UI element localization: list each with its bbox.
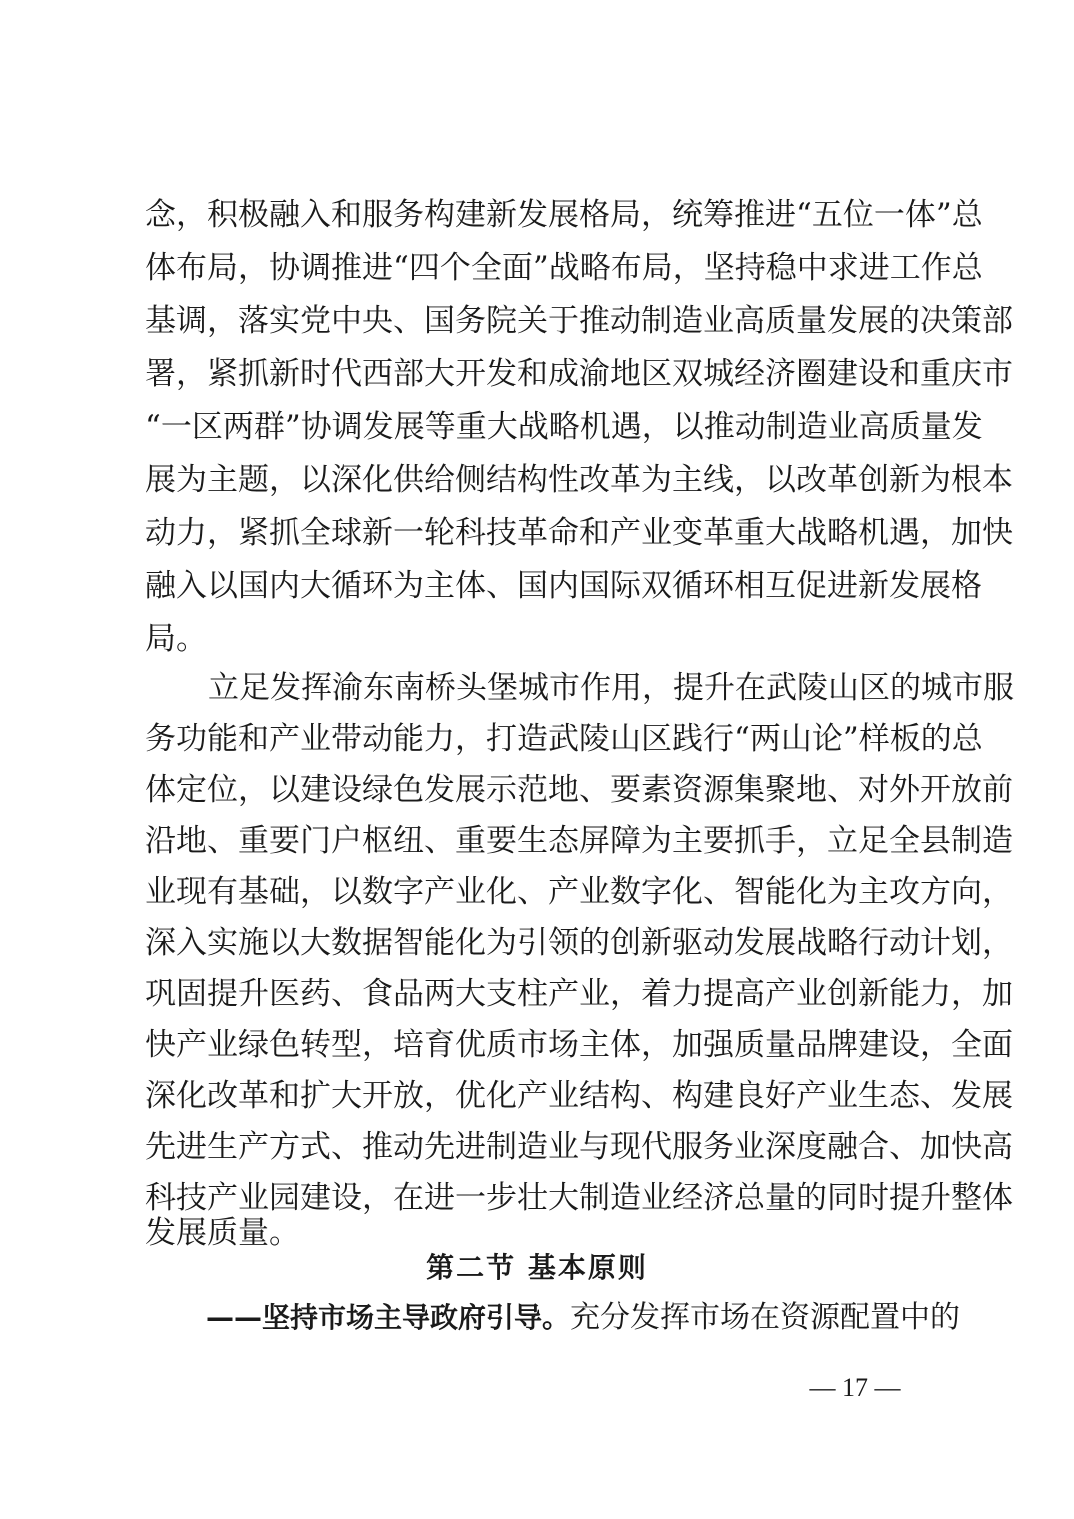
paragraph-2-line-4: 沿地、重要门户枢纽、重要生态屏障为主要抓手，立足全县制造 <box>145 823 1013 859</box>
paragraph-2-line-10: 先进生产方式、推动先进制造业与现代服务业深度融合、加快高 <box>145 1129 1013 1165</box>
paragraph-2-line-8: 快产业绿色转型，培育优质市场主体，加强质量品牌建设，全面 <box>145 1027 1013 1063</box>
paragraph-1-line-6: 展为主题，以深化供给侧结构性改革为主线，以改革创新为根本 <box>145 462 1013 498</box>
paragraph-2-line-11: 科技产业园建设，在进一步壮大制造业经济总量的同时提升整体 <box>145 1180 1013 1216</box>
principle-title: ——坚持市场主导政府引导。 <box>206 1301 571 1334</box>
paragraph-1-line-2: 体布局，协调推进“四个全面”战略布局，坚持稳中求进工作总 <box>145 250 983 286</box>
paragraph-1-line-3: 基调，落实党中央、国务院关于推动制造业高质量发展的决策部 <box>145 303 1013 339</box>
paragraph-1-line-1: 念，积极融入和服务构建新发展格局，统筹推进“五位一体”总 <box>145 197 983 233</box>
paragraph-2-line-5: 业现有基础，以数字产业化、产业数字化、智能化为主攻方向， <box>145 874 1013 910</box>
paragraph-2-line-3: 体定位，以建设绿色发展示范地、要素资源集聚地、对外开放前 <box>145 772 1013 808</box>
paragraph-2-line-6: 深入实施以大数据智能化为引领的创新驱动发展战略行动计划， <box>145 925 1013 961</box>
paragraph-1-line-9: 局。 <box>145 621 207 657</box>
paragraph-2-line-1: 立足发挥渝东南桥头堡城市作用，提升在武陵山区的城市服 <box>208 670 1014 706</box>
paragraph-1-line-4: 署，紧抓新时代西部大开发和成渝地区双城经济圈建设和重庆市 <box>145 356 1013 392</box>
paragraph-2-line-7: 巩固提升医药、食品两大支柱产业，着力提高产业创新能力，加 <box>145 976 1013 1012</box>
principle-text: 充分发挥市场在资源配置中的 <box>570 1300 961 1335</box>
principle-line <box>206 1290 961 1346</box>
paragraph-1-line-8: 融入以国内大循环为主体、国内国际双循环相互促进新发展格 <box>145 568 982 604</box>
paragraph-1-line-5: “一区两群”协调发展等重大战略机遇，以推动制造业高质量发 <box>145 409 983 445</box>
paragraph-1-line-7: 动力，紧抓全球新一轮科技革命和产业变革重大战略机遇，加快 <box>145 515 1013 551</box>
paragraph-2-line-2: 务功能和产业带动能力，打造武陵山区践行“两山论”样板的总 <box>145 721 983 757</box>
paragraph-2-line-9: 深化改革和扩大开放，优化产业结构、构建良好产业生态、发展 <box>145 1078 1013 1114</box>
paragraph-2-line-12: 发展质量。 <box>145 1215 300 1251</box>
section-heading: 第二节 基本原则 <box>426 1251 648 1284</box>
page-number: — 17 — <box>809 1373 901 1402</box>
